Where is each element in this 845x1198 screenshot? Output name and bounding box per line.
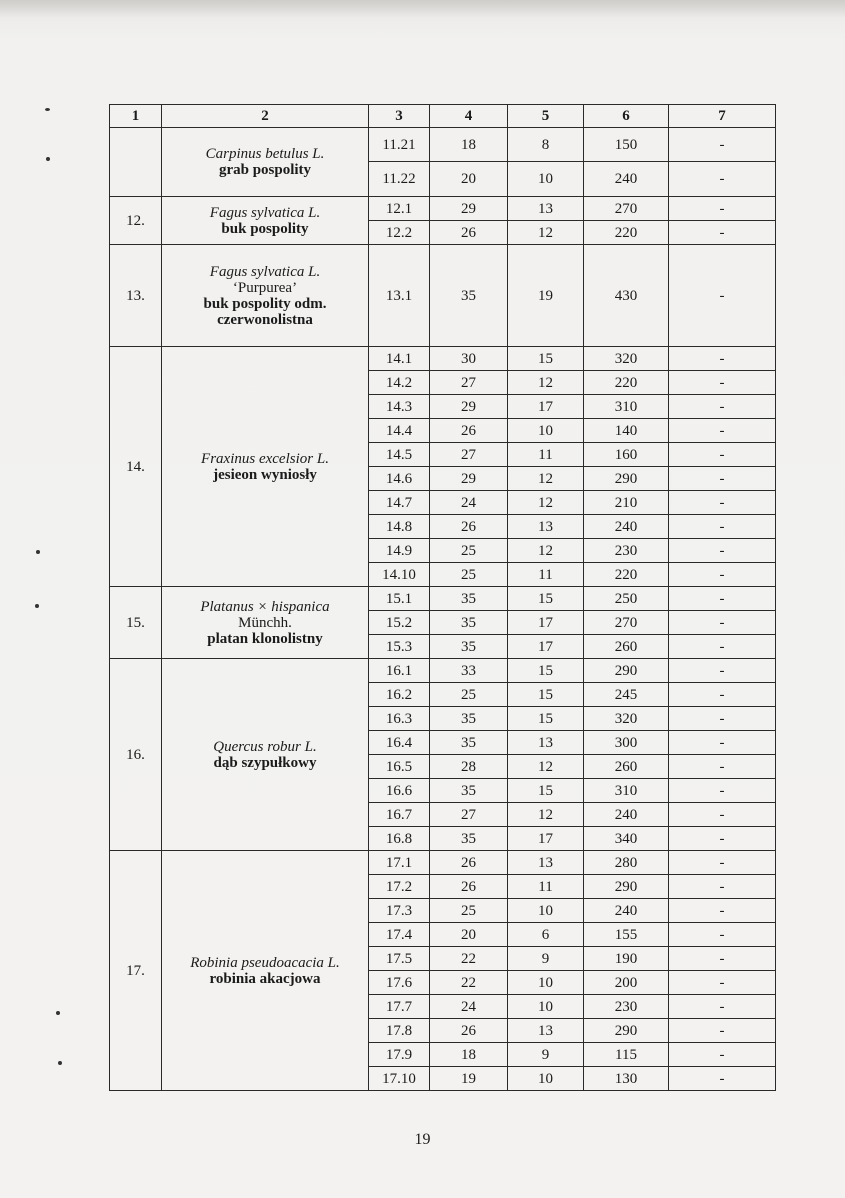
value-col5: 13: [508, 731, 584, 755]
value-col5: 10: [508, 1067, 584, 1091]
value-col6: 340: [584, 827, 669, 851]
value-col4: 20: [430, 162, 508, 197]
value-col5: 10: [508, 971, 584, 995]
species-name: [162, 197, 369, 245]
value-col6: 290: [584, 467, 669, 491]
value-col4: 26: [430, 875, 508, 899]
tree-id: 14.1: [369, 347, 430, 371]
tree-id: 14.3: [369, 395, 430, 419]
polish-name: jesieon wyniosły: [213, 466, 317, 483]
value-col7: -: [669, 1043, 776, 1067]
value-col4: 26: [430, 515, 508, 539]
value-col4: 18: [430, 1043, 508, 1067]
value-col7: -: [669, 128, 776, 162]
value-col4: 22: [430, 947, 508, 971]
tree-id: 17.7: [369, 995, 430, 1019]
scan-shadow: [0, 0, 845, 18]
tree-id: 17.3: [369, 899, 430, 923]
value-col4: 19: [430, 1067, 508, 1091]
value-col6: 270: [584, 611, 669, 635]
tree-id: 14.7: [369, 491, 430, 515]
cultivar-name: Münchh.: [238, 614, 292, 631]
tree-id: 14.2: [369, 371, 430, 395]
value-col6: 150: [584, 128, 669, 162]
value-col5: 8: [508, 128, 584, 162]
value-col4: 25: [430, 683, 508, 707]
value-col5: 19: [508, 245, 584, 347]
cultivar-name: ‘Purpurea’: [232, 279, 298, 296]
value-col6: 220: [584, 371, 669, 395]
value-col5: 9: [508, 1043, 584, 1067]
value-col6: 155: [584, 923, 669, 947]
value-col7: -: [669, 467, 776, 491]
value-col4: 27: [430, 443, 508, 467]
tree-id: 17.2: [369, 875, 430, 899]
tree-id: 12.1: [369, 197, 430, 221]
value-col7: -: [669, 1019, 776, 1043]
value-col7: -: [669, 1067, 776, 1091]
column-header: 4: [430, 105, 508, 128]
tree-id: 16.2: [369, 683, 430, 707]
value-col7: -: [669, 245, 776, 347]
value-col7: -: [669, 515, 776, 539]
value-col7: -: [669, 443, 776, 467]
value-col6: 310: [584, 395, 669, 419]
species-number: 16.: [110, 659, 162, 851]
tree-id: 11.21: [369, 128, 430, 162]
species-number: 15.: [110, 587, 162, 659]
tree-id: 12.2: [369, 221, 430, 245]
value-col6: 270: [584, 197, 669, 221]
table-row: [110, 851, 776, 875]
value-col5: 15: [508, 707, 584, 731]
value-col6: 220: [584, 563, 669, 587]
value-col7: -: [669, 539, 776, 563]
table-row: [110, 245, 776, 347]
species-name: [162, 245, 369, 347]
scan-speck: [45, 108, 50, 111]
scan-speck: [46, 157, 50, 161]
value-col5: 17: [508, 827, 584, 851]
polish-name: dąb szypułkowy: [213, 754, 317, 771]
value-col7: -: [669, 491, 776, 515]
tree-id: 17.1: [369, 851, 430, 875]
species-name: [162, 347, 369, 587]
tree-id: 14.10: [369, 563, 430, 587]
scan-speck: [35, 604, 39, 608]
value-col6: 260: [584, 635, 669, 659]
tree-id: 16.4: [369, 731, 430, 755]
value-col7: -: [669, 221, 776, 245]
table-row: [110, 587, 776, 611]
value-col5: 13: [508, 197, 584, 221]
value-col5: 12: [508, 755, 584, 779]
value-col4: 29: [430, 197, 508, 221]
polish-name: platan klonolistny: [207, 630, 323, 647]
value-col4: 35: [430, 779, 508, 803]
tree-id: 14.5: [369, 443, 430, 467]
value-col5: 12: [508, 371, 584, 395]
species-name: [162, 659, 369, 851]
value-col6: 260: [584, 755, 669, 779]
value-col5: 12: [508, 803, 584, 827]
value-col5: 15: [508, 587, 584, 611]
value-col4: 33: [430, 659, 508, 683]
value-col6: 200: [584, 971, 669, 995]
value-col6: 290: [584, 1019, 669, 1043]
value-col5: 13: [508, 515, 584, 539]
polish-name: grab pospolity: [218, 162, 312, 178]
value-col7: -: [669, 731, 776, 755]
value-col6: 210: [584, 491, 669, 515]
tree-id: 14.8: [369, 515, 430, 539]
value-col4: 28: [430, 755, 508, 779]
value-col7: -: [669, 587, 776, 611]
value-col5: 15: [508, 347, 584, 371]
value-col6: 240: [584, 515, 669, 539]
tree-id: 16.5: [369, 755, 430, 779]
species-name: [162, 851, 369, 1091]
value-col6: 245: [584, 683, 669, 707]
value-col7: -: [669, 899, 776, 923]
column-header: 7: [669, 105, 776, 128]
value-col5: 17: [508, 395, 584, 419]
tree-measurements-table: [109, 104, 776, 1091]
value-col6: 240: [584, 899, 669, 923]
value-col4: 27: [430, 371, 508, 395]
value-col5: 11: [508, 563, 584, 587]
value-col6: 250: [584, 587, 669, 611]
column-header: 6: [584, 105, 669, 128]
value-col6: 220: [584, 221, 669, 245]
value-col6: 320: [584, 707, 669, 731]
value-col7: -: [669, 371, 776, 395]
value-col4: 20: [430, 923, 508, 947]
column-header: 5: [508, 105, 584, 128]
value-col4: 25: [430, 563, 508, 587]
value-col6: 140: [584, 419, 669, 443]
table-row: [110, 347, 776, 371]
value-col7: -: [669, 659, 776, 683]
table-row: [110, 659, 776, 683]
tree-id: 16.8: [369, 827, 430, 851]
value-col6: 280: [584, 851, 669, 875]
value-col4: 29: [430, 395, 508, 419]
tree-id: 17.9: [369, 1043, 430, 1067]
value-col5: 12: [508, 467, 584, 491]
value-col6: 240: [584, 803, 669, 827]
value-col4: 26: [430, 1019, 508, 1043]
table-row: [110, 197, 776, 221]
species-number: 12.: [110, 197, 162, 245]
value-col6: 240: [584, 162, 669, 197]
value-col4: 35: [430, 245, 508, 347]
column-header: 1: [110, 105, 162, 128]
column-header: 2: [162, 105, 369, 128]
value-col7: -: [669, 779, 776, 803]
value-col5: 11: [508, 875, 584, 899]
value-col7: -: [669, 827, 776, 851]
value-col6: 160: [584, 443, 669, 467]
polish-name: robinia akacjowa: [209, 970, 321, 987]
value-col5: 12: [508, 491, 584, 515]
value-col5: 17: [508, 635, 584, 659]
polish-name: buk pospolity odm. czerwonolistna: [203, 295, 327, 328]
table-body: [110, 128, 776, 1091]
tree-id: 17.6: [369, 971, 430, 995]
value-col6: 290: [584, 659, 669, 683]
latin-name: Fagus sylvatica L.: [209, 263, 321, 280]
species-number: 14.: [110, 347, 162, 587]
species-name: [162, 587, 369, 659]
value-col5: 10: [508, 419, 584, 443]
value-col6: 290: [584, 875, 669, 899]
value-col7: -: [669, 707, 776, 731]
latin-name: Fraxinus excelsior L.: [201, 450, 329, 467]
value-col7: -: [669, 875, 776, 899]
value-col7: -: [669, 395, 776, 419]
tree-id: 15.3: [369, 635, 430, 659]
value-col4: 22: [430, 971, 508, 995]
value-col5: 10: [508, 162, 584, 197]
species-number: 13.: [110, 245, 162, 347]
page-number: 19: [414, 1131, 431, 1148]
value-col6: 300: [584, 731, 669, 755]
value-col5: 11: [508, 443, 584, 467]
tree-id: 11.22: [369, 162, 430, 197]
value-col4: 35: [430, 611, 508, 635]
tree-id: 15.1: [369, 587, 430, 611]
value-col7: -: [669, 611, 776, 635]
value-col7: -: [669, 947, 776, 971]
value-col4: 35: [430, 587, 508, 611]
value-col4: 30: [430, 347, 508, 371]
value-col7: -: [669, 971, 776, 995]
value-col5: 10: [508, 899, 584, 923]
value-col5: 9: [508, 947, 584, 971]
value-col6: 230: [584, 995, 669, 1019]
value-col4: 26: [430, 419, 508, 443]
species-number: [110, 128, 162, 197]
tree-id: 14.4: [369, 419, 430, 443]
latin-name: Fagus sylvatica L.: [209, 204, 321, 221]
value-col4: 35: [430, 707, 508, 731]
value-col4: 29: [430, 467, 508, 491]
latin-name: Platanus × hispanica: [200, 598, 330, 615]
value-col4: 24: [430, 995, 508, 1019]
value-col7: -: [669, 851, 776, 875]
value-col7: -: [669, 995, 776, 1019]
value-col6: 320: [584, 347, 669, 371]
tree-id: 16.3: [369, 707, 430, 731]
value-col4: 25: [430, 899, 508, 923]
table-header-row: [110, 105, 776, 128]
value-col7: -: [669, 563, 776, 587]
tree-id: 17.4: [369, 923, 430, 947]
value-col7: -: [669, 419, 776, 443]
value-col4: 26: [430, 221, 508, 245]
latin-name: Carpinus betulus L.: [205, 146, 325, 162]
value-col7: -: [669, 162, 776, 197]
tree-id: 17.8: [369, 1019, 430, 1043]
value-col4: 24: [430, 491, 508, 515]
value-col5: 15: [508, 779, 584, 803]
value-col5: 15: [508, 683, 584, 707]
tree-id: 15.2: [369, 611, 430, 635]
tree-id: 17.10: [369, 1067, 430, 1091]
value-col6: 115: [584, 1043, 669, 1067]
value-col4: 35: [430, 731, 508, 755]
value-col4: 18: [430, 128, 508, 162]
tree-id: 14.9: [369, 539, 430, 563]
value-col5: 12: [508, 221, 584, 245]
value-col4: 25: [430, 539, 508, 563]
value-col7: -: [669, 347, 776, 371]
value-col5: 6: [508, 923, 584, 947]
species-number: 17.: [110, 851, 162, 1091]
value-col7: -: [669, 197, 776, 221]
scan-speck: [58, 1061, 62, 1065]
value-col5: 15: [508, 659, 584, 683]
scan-speck: [56, 1011, 60, 1015]
column-header: 3: [369, 105, 430, 128]
value-col6: 230: [584, 539, 669, 563]
value-col5: 13: [508, 851, 584, 875]
scan-speck: [36, 550, 40, 554]
value-col5: 12: [508, 539, 584, 563]
value-col7: -: [669, 923, 776, 947]
value-col7: -: [669, 803, 776, 827]
species-name: [162, 128, 369, 197]
table-row: [110, 128, 776, 162]
latin-name: Quercus robur L.: [213, 738, 317, 755]
value-col5: 10: [508, 995, 584, 1019]
value-col6: 310: [584, 779, 669, 803]
value-col5: 17: [508, 611, 584, 635]
value-col5: 13: [508, 1019, 584, 1043]
polish-name: buk pospolity: [221, 220, 309, 237]
value-col6: 190: [584, 947, 669, 971]
value-col7: -: [669, 755, 776, 779]
tree-id: 13.1: [369, 245, 430, 347]
value-col4: 35: [430, 827, 508, 851]
value-col4: 26: [430, 851, 508, 875]
value-col4: 27: [430, 803, 508, 827]
tree-id: 17.5: [369, 947, 430, 971]
value-col6: 130: [584, 1067, 669, 1091]
value-col6: 430: [584, 245, 669, 347]
tree-id: 16.7: [369, 803, 430, 827]
latin-name: Robinia pseudoacacia L.: [190, 954, 340, 971]
tree-id: 16.1: [369, 659, 430, 683]
tree-id: 14.6: [369, 467, 430, 491]
tree-id: 16.6: [369, 779, 430, 803]
value-col7: -: [669, 635, 776, 659]
value-col7: -: [669, 683, 776, 707]
value-col4: 35: [430, 635, 508, 659]
